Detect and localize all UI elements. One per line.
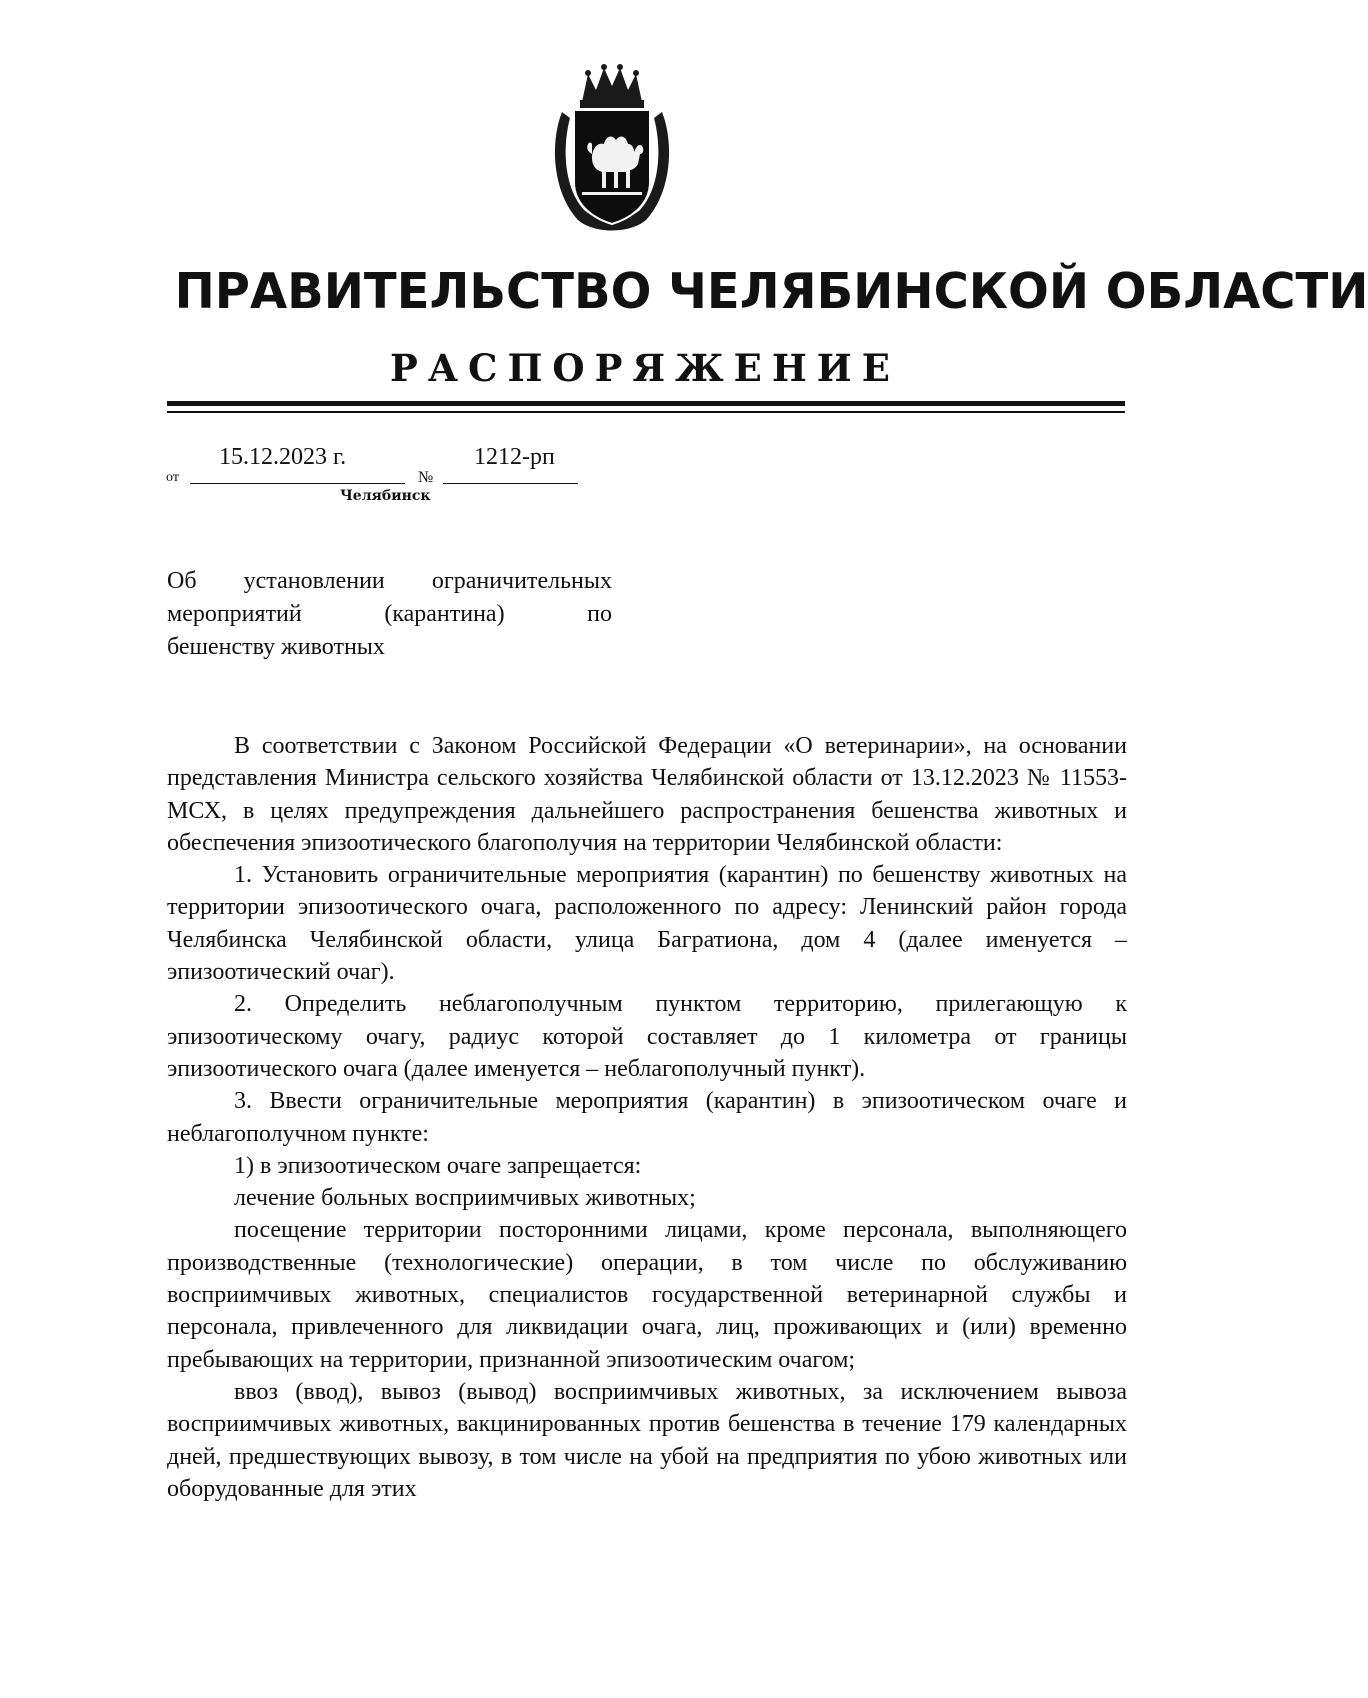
- subject-line: мероприятий (карантина) по: [167, 601, 612, 627]
- body-paragraph-item-3: 3. Ввести ограничительные мероприятия (карантин) в эпизоотическом очаге и неблагополучном пункте:: [167, 1088, 1127, 1147]
- body-paragraph-prohibition: лечение больных восприимчивых животных;: [234, 1185, 696, 1212]
- document-date: 15.12.2023 г.: [219, 444, 347, 470]
- number-underline: [443, 483, 578, 484]
- body-paragraph-preamble: В соответствии с Законом Российской Федерации «О ветеринарии», на основании представления Министра сельского хозяйства Челябинской области от 13.12.2023 № 11553-МСХ, в целях предупреждения дальнейшего распространения бешенства животных и обеспечения эпизоотического благополучия на территории Челябинской области:: [167, 733, 1127, 856]
- crown-icon: [580, 64, 644, 108]
- document-number: 1212-рп: [474, 444, 555, 470]
- document-subject: [167, 565, 612, 664]
- document-body: [167, 730, 1127, 1505]
- body-paragraph-item-2: 2. Определить неблагополучным пунктом территорию, прилегающую к эпизоотическому очагу, радиус которой составляет до 1 километра от границы эпизоотического очага (далее именуется – неблагополучный пункт).: [167, 991, 1127, 1082]
- organization-title: ПРАВИТЕЛЬСТВО ЧЕЛЯБИНСКОЙ ОБЛАСТИ: [174, 263, 1368, 320]
- header-divider-thin: [167, 411, 1125, 413]
- subject-line: бешенству животных: [167, 634, 385, 660]
- date-underline: [190, 483, 405, 484]
- number-sign-label: №: [418, 469, 434, 486]
- body-paragraph-prohibition: посещение территории посторонними лицами, кроме персонала, выполняющего производственные (технологические) операции, в том числе по обслуживанию восприимчивых животных, специалистов государственной ветеринарной службы и персонала, привлеченного для ликвидации очага, лиц, проживающих и (или) временно пребывающих на территории, признанной эпизоотическим очагом;: [167, 1217, 1127, 1373]
- document-type-heading: РАСПОРЯЖЕНИЕ: [390, 346, 900, 390]
- body-paragraph-subitem-1: 1) в эпизоотическом очаге запрещается:: [234, 1152, 642, 1179]
- body-paragraph-prohibition: ввоз (ввод), вывоз (вывод) восприимчивых животных, за исключением вывоза восприимчивых животных, вакцинированных против бешенства в течение 179 календарных дней, предшествующих вывозу, в том числе на убой на предприятия по убою животных или оборудованные для этих: [167, 1378, 1127, 1502]
- date-prefix-label: от: [166, 470, 179, 485]
- document-city: Челябинск: [340, 488, 431, 504]
- header-divider-thick: [167, 401, 1125, 406]
- body-paragraph-item-1: 1. Установить ограничительные мероприятия (карантин) по бешенству животных на территории эпизоотического очага, расположенного по адресу: Ленинский район города Челябинска Челябинской области, улица Багратиона, дом 4 (далее именуется – эпизоотический очаг).: [167, 862, 1127, 986]
- coat-of-arms-icon: [548, 62, 676, 234]
- subject-line: Об установлении ограничительных: [167, 568, 612, 594]
